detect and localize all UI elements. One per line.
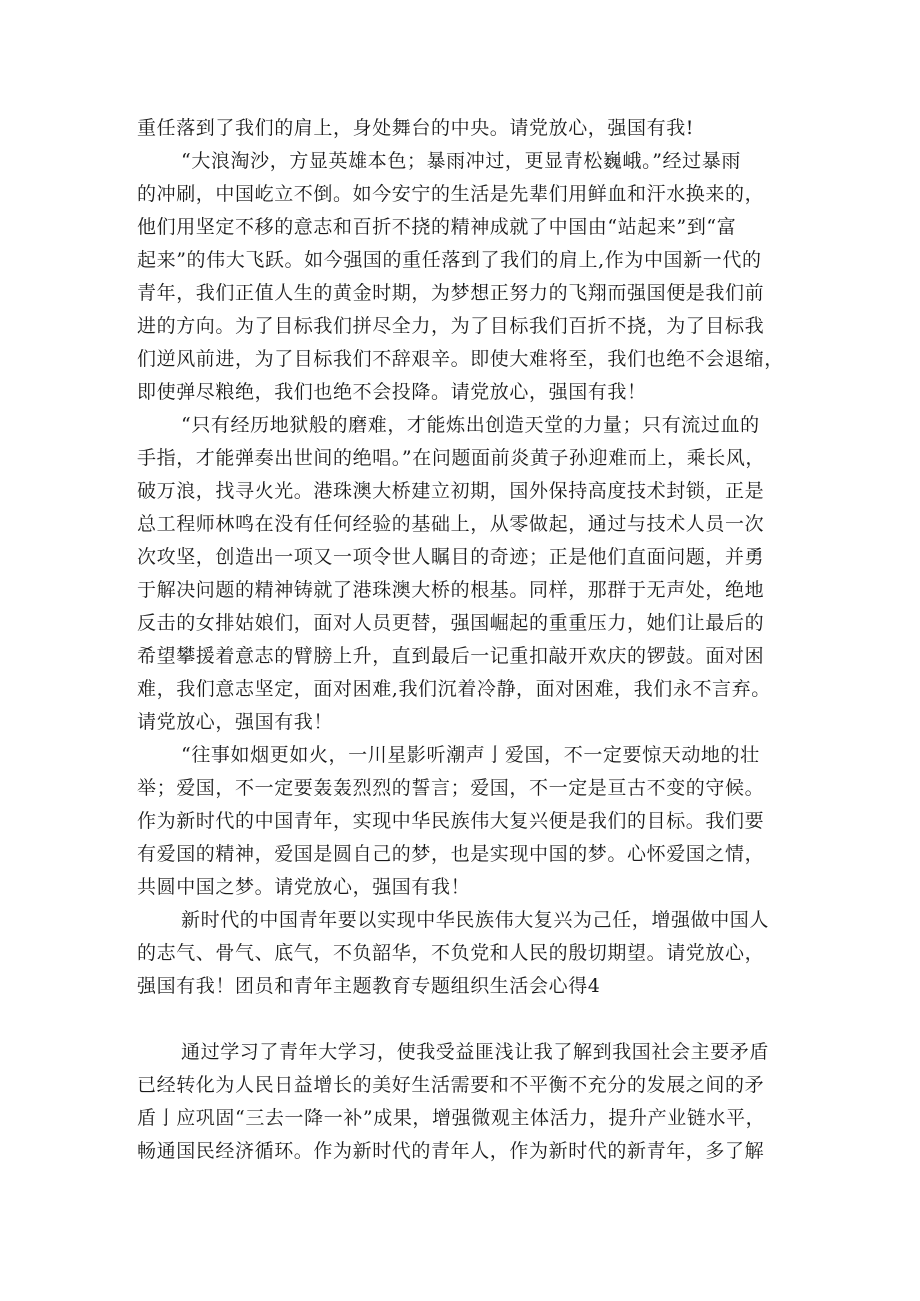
text-line: 已经转化为人民日益增长的美好生活需要和不平衡不充分的发展之间的矛 xyxy=(137,1074,765,1096)
text-line: 共圆中国之梦。请党放心，强国有我！ xyxy=(137,876,471,898)
text-line: 反击的女排姑娘们，面对人员更替，强国崛起的重重压力，她们让最后的 xyxy=(137,612,765,634)
text-line: “往事如烟更如火，一川星影听潮声亅爱国，不一定要惊天动地的壮 xyxy=(181,744,760,766)
text-line: 的冲刷，中国屹立不倒。如今安宁的生活是先辈们用鲜血和汗水换来的， xyxy=(137,183,765,205)
text-line: 们逆风前进，为了目标我们不辞艰辛。即使大难将至，我们也绝不会退缩， xyxy=(137,348,784,370)
text-line: 请党放心，强国有我！ xyxy=(137,711,334,733)
text-line: 通过学习了青年大学习，使我受益匪浅让我了解到我国社会主要矛盾 xyxy=(181,1041,770,1063)
text-line: 畅通国民经济循环。作为新时代的青年人，作为新时代的新青年，多了解 xyxy=(137,1140,765,1162)
text-line: 次攻坚，创造出一项又一项令世人瞩目的奇迹；正是他们直面问题，并勇 xyxy=(137,546,765,568)
text-line: 重任落到了我们的肩上，身处舞台的中央。请党放心，强国有我! xyxy=(137,117,695,139)
text-line: 举；爱国，不一定要轰轰烈烈的誓言；爱国，不一定是亘古不变的守候。 xyxy=(137,777,765,799)
text-line: 青年，我们正值人生的黄金时期，为梦想正努力的飞翔而强国便是我们前 xyxy=(137,282,765,304)
text-line: 强国有我！团员和青年主题教育专题组织生活会心得4 xyxy=(137,975,601,997)
text-line: 新时代的中国青年要以实现中华民族伟大复兴为己任，增强做中国人 xyxy=(181,909,770,931)
text-line: 即使弹尽粮绝，我们也绝不会投降。请党放心，强国有我！ xyxy=(137,381,647,403)
text-line: 起来”的伟大飞跃。如今强国的重任落到了我们的肩上,作为中国新一代的 xyxy=(137,249,762,271)
text-line: “只有经历地狱般的磨难，才能炼出创造天堂的力量；只有流过血的 xyxy=(181,414,760,436)
paragraph-gap xyxy=(137,1003,803,1036)
text-line: 希望攀援着意志的臂膀上升，直到最后一记重扣敲开欢庆的锣鼓。面对困 xyxy=(137,645,765,667)
text-line: 有爱国的精神，爱国是圆自己的梦，也是实现中国的梦。心怀爱国之情， xyxy=(137,843,765,865)
document-body xyxy=(137,112,803,1168)
text-line: 的志气、骨气、底气，不负韶华，不负党和人民的殷切期望。请党放心， xyxy=(137,942,765,964)
text-line: 破万浪，找寻火光。港珠澳大桥建立初期，国外保持高度技术封锁，正是 xyxy=(137,480,765,502)
text-line: 他们用坚定不移的意志和百折不挠的精神成就了中国由“站起来”到“富 xyxy=(137,216,737,238)
text-line: 难，我们意志坚定，面对困难,我们沉着冷静，面对困难，我们永不言弃。 xyxy=(137,678,771,700)
text-line: 手指，才能弹奏出世间的绝唱。”在问题面前炎黄子孙迎难而上，乘长风， xyxy=(137,447,766,469)
text-line: 于解决问题的精神铸就了港珠澳大桥的根基。同样，那群于无声处，绝地 xyxy=(137,579,765,601)
text-line: 总工程师林鸣在没有任何经验的基础上，从零做起，通过与技术人员一次 xyxy=(137,513,765,535)
text-line: 盾亅应巩固“三去一降一补”成果，增强微观主体活力，提升产业链水平， xyxy=(137,1107,766,1129)
text-line: 进的方向。为了目标我们拼尽全力，为了目标我们百折不挠，为了目标我 xyxy=(137,315,765,337)
text-line: 作为新时代的中国青年，实现中华民族伟大复兴便是我们的目标。我们要 xyxy=(137,810,765,832)
text-line: “大浪淘沙，方显英雄本色；暴雨冲过，更显青松巍峨。”经过暴雨 xyxy=(181,150,741,172)
